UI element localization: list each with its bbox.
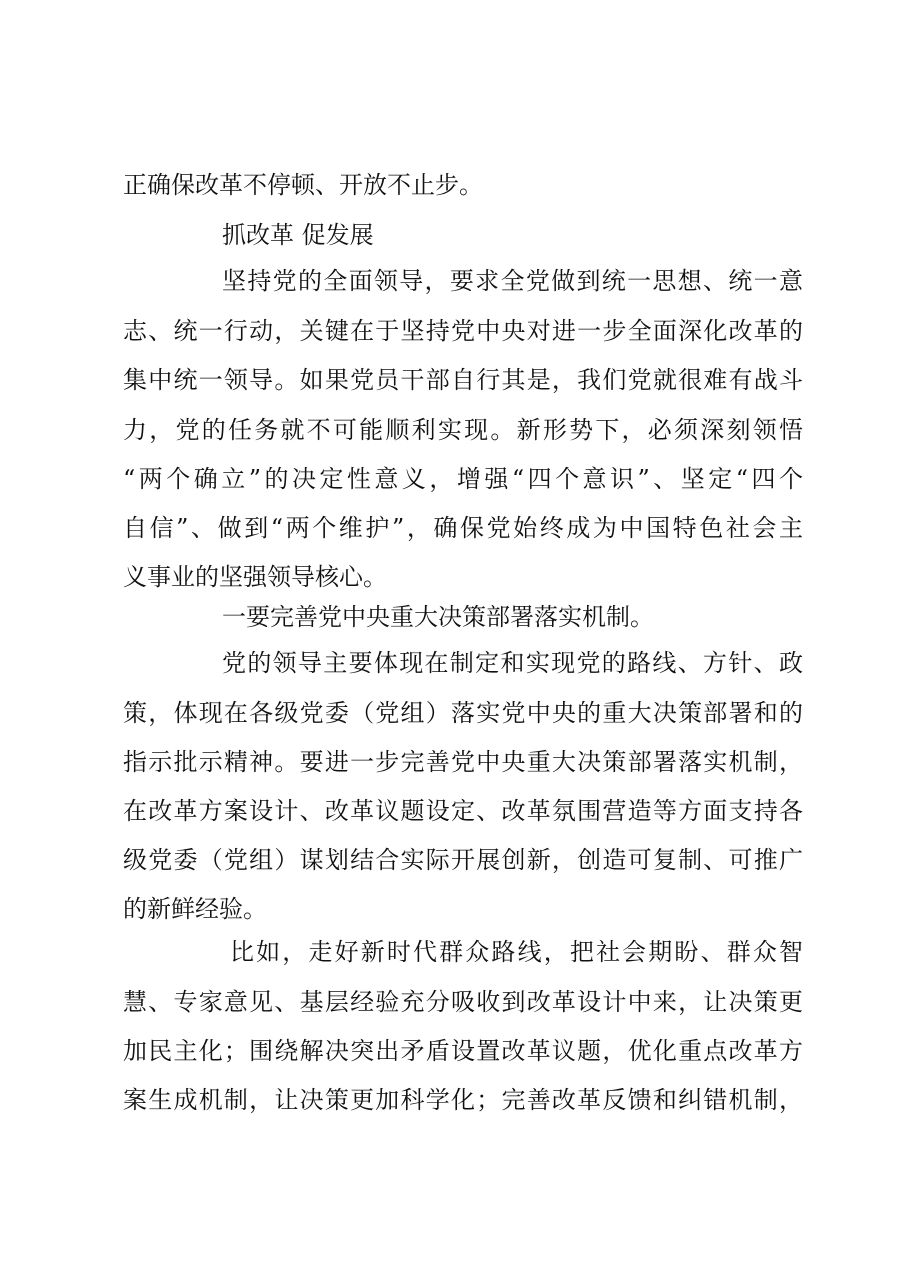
paragraph-line: 志、统一行动，关键在于坚持党中央对进一步全面深化改革的 — [123, 317, 803, 345]
paragraph-line: 级党委（党组）谋划结合实际开展创新，创造可复制、可推广 — [123, 846, 803, 874]
paragraph-line: 策，体现在各级党委（党组）落实党中央的重大决策部署和的 — [123, 699, 803, 727]
subheading: 一要完善党中央重大决策部署落实机制。 — [222, 603, 654, 631]
paragraph-line: 力，党的任务就不可能顺利实现。新形势下，必须深刻领悟 — [123, 416, 803, 444]
paragraph-line: 的新鲜经验。 — [123, 895, 267, 923]
paragraph-line: 坚持党的全面领导，要求全党做到统一思想、统一意 — [222, 267, 803, 295]
paragraph-line: “两个确立”的决定性意义，增强“四个意识”、坚定“四个 — [123, 465, 803, 493]
paragraph-line: 比如，走好新时代群众路线，把社会期盼、群众智 — [230, 938, 803, 966]
paragraph-line: 加民主化；围绕解决突出矛盾设置改革议题，优化重点改革方 — [123, 1037, 803, 1065]
paragraph-line: 在改革方案设计、改革议题设定、改革氛围营造等方面支持各 — [123, 797, 803, 825]
paragraph-line: 党的领导主要体现在制定和实现党的路线、方针、政 — [222, 649, 803, 677]
section-heading: 抓改革 促发展 — [222, 221, 374, 249]
paragraph-line: 集中统一领导。如果党员干部自行其是，我们党就很难有战斗 — [123, 366, 803, 394]
paragraph-line: 指示批示精神。要进一步完善党中央重大决策部署落实机制， — [123, 748, 803, 776]
paragraph-line: 自信”、做到“两个维护”，确保党始终成为中国特色社会主 — [123, 514, 803, 542]
paragraph-line: 正确保改革不停顿、开放不止步。 — [123, 171, 483, 199]
paragraph-line: 慧、专家意见、基层经验充分吸收到改革设计中来，让决策更 — [123, 988, 803, 1016]
paragraph-line: 义事业的坚强领导核心。 — [123, 563, 387, 591]
paragraph-line: 案生成机制，让决策更加科学化；完善改革反馈和纠错机制， — [123, 1086, 803, 1114]
